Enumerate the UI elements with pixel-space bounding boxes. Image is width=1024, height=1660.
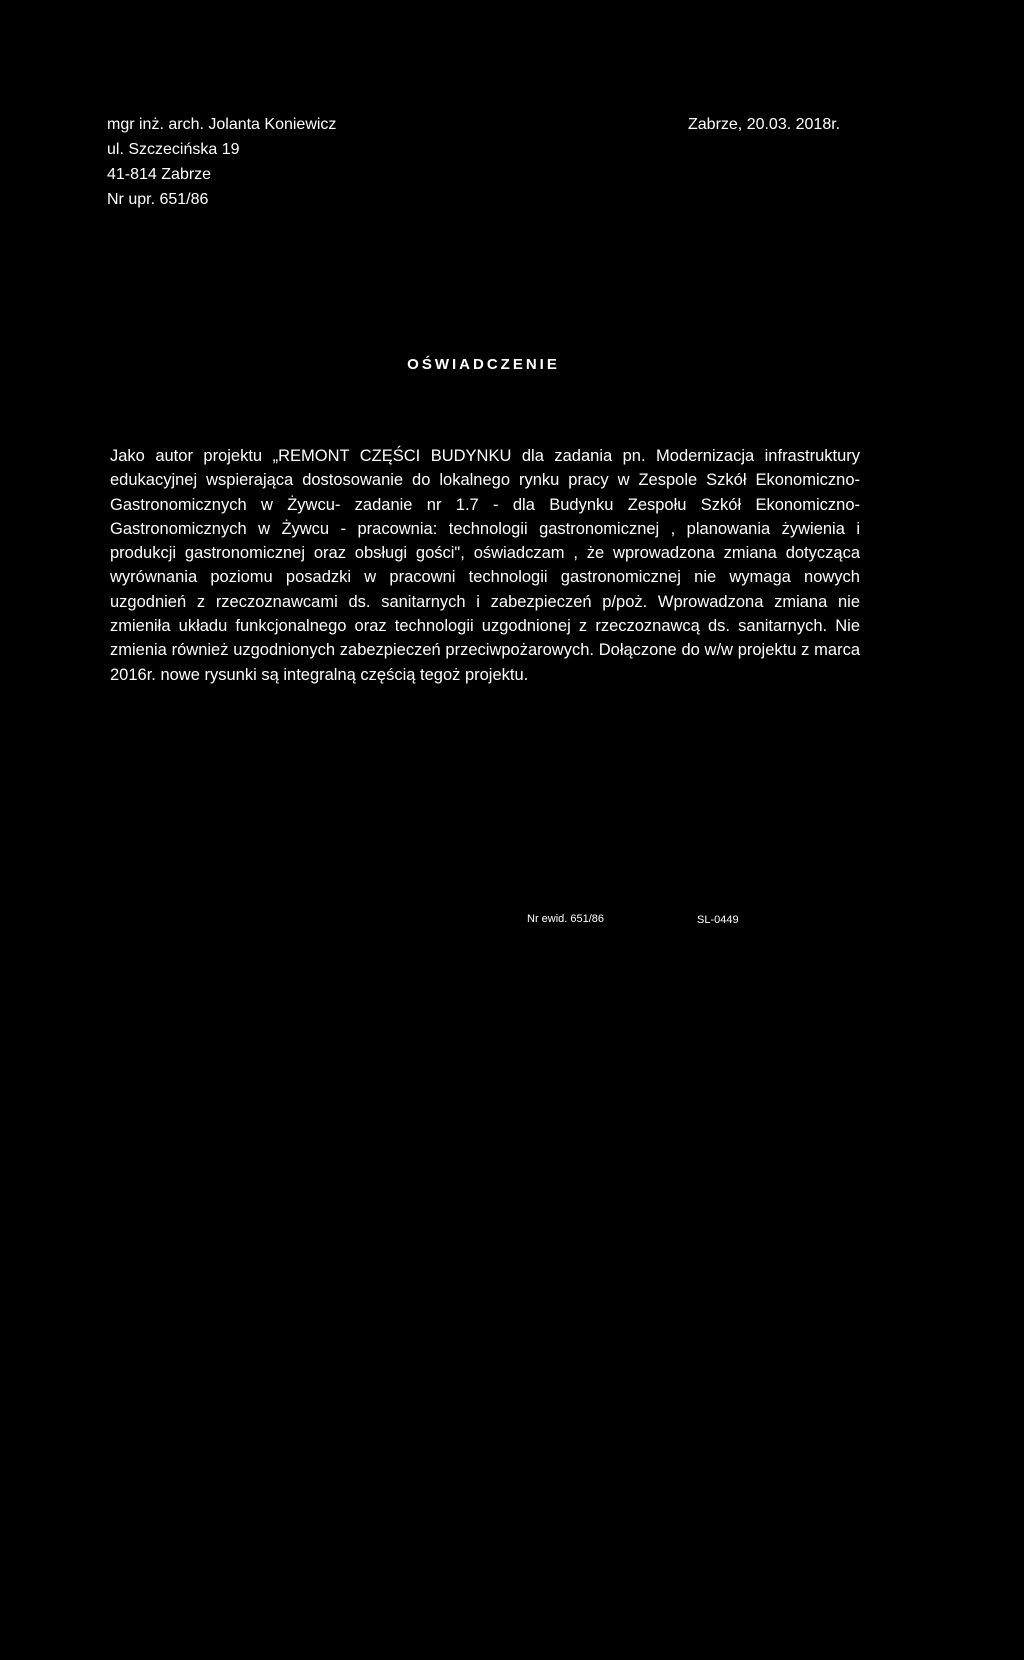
registration-number: Nr ewid. 651/86 bbox=[527, 913, 605, 925]
author-address-block bbox=[107, 112, 336, 212]
statement-paragraph: Jako autor projektu „REMONT CZĘŚCI BUDYNKU dla zadania pn. Modernizacja infrastruktury edukacyjnej wspierająca dostosowanie do lokalnego rynku pracy w Zespole Szkół Ekonomiczno-Gastronomicznych w Żywcu- zadanie nr 1.7 - dla Budynku Zespołu Szkół Ekonomiczno-Gastronomicznych w Żywcu - pracownia: technologii gastronomicznej , planowania żywienia i produkcji gastronomicznej oraz obsługi gości", oświadczam , że wprowadzona zmiana dotycząca wyrównania poziomu posadzki w pracowni technologii gastronomicznej nie wymaga nowych uzgodnień z rzeczoznawcami ds. sanitarnych i zabezpieczeń p/poż. Wprowadzona zmiana nie zmieniła układu funkcjonalnego oraz technologii uzgodnionej z rzeczoznawcą ds. sanitarnych. Nie zmienia również uzgodnionych zabezpieczeń przeciwpożarowych. Dołączone do w/w projektu z marca 2016r. nowe rysunki są integralną częścią tegoż projektu. bbox=[110, 447, 860, 684]
registration-code: SL-0449 bbox=[697, 914, 739, 926]
place-and-date: Zabrze, 20.03. 2018r. bbox=[688, 116, 841, 133]
author-license-number: Nr upr. 651/86 bbox=[107, 191, 209, 208]
author-postal-city: 41-814 Zabrze bbox=[107, 166, 212, 183]
author-street: ul. Szczecińska 19 bbox=[107, 141, 240, 158]
document-title: OŚWIADCZENIE bbox=[407, 356, 560, 373]
author-name: mgr inż. arch. Jolanta Koniewicz bbox=[107, 116, 337, 133]
